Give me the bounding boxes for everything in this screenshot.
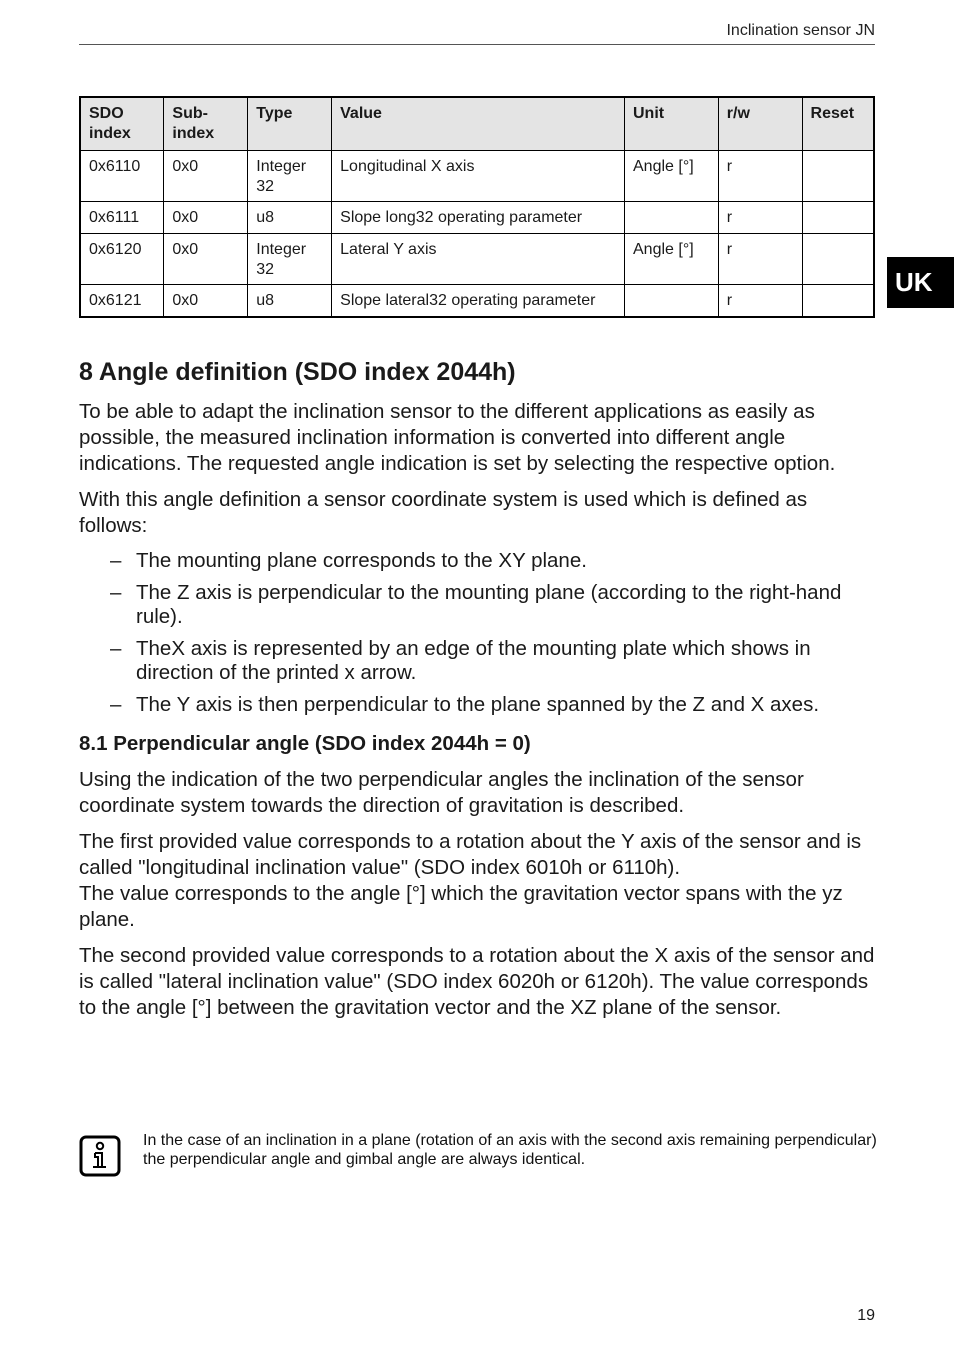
info-note-text: In the case of an inclination in a plane (rotation of an axis with the second axis remaining perpendicular) the perpendicular angle and gimbal angle are always identical.	[143, 1132, 877, 1168]
cell-reset	[802, 202, 874, 234]
list-item-text: The mounting plane corresponds to the XY plane.	[136, 549, 587, 572]
cell-sub-index: 0x0	[164, 151, 248, 202]
dash-bullet: –	[110, 581, 122, 604]
section-8-1-paragraph-2	[79, 829, 879, 933]
col-header-reset: Reset	[802, 97, 874, 151]
info-icon	[79, 1135, 121, 1177]
main-content	[79, 355, 879, 1031]
cell-unit	[625, 202, 719, 234]
cell-type: u8	[248, 202, 332, 234]
cell-sdo-index: 0x6111	[80, 202, 164, 234]
cell-sub-index: 0x0	[164, 202, 248, 234]
list-item	[79, 581, 879, 629]
cell-type: Integer 32	[248, 234, 332, 285]
cell-value: Slope long32 operating parameter	[332, 202, 625, 234]
cell-value: Slope lateral32 operating parameter	[332, 285, 625, 317]
cell-reset	[802, 285, 874, 317]
cell-sdo-index: 0x6110	[80, 151, 164, 202]
cell-unit	[625, 285, 719, 317]
section-8-paragraph-1: To be able to adapt the inclination sensor to the different applications as easily as possible, the measured inclination information is converted into different angle indications. The requested angle indication is set by selecting the respective option.	[79, 400, 836, 475]
cell-reset	[802, 151, 874, 202]
cell-rw: r	[718, 202, 802, 234]
cell-sdo-index: 0x6120	[80, 234, 164, 285]
cell-rw: r	[718, 234, 802, 285]
table-row	[80, 285, 874, 317]
section-8-heading: 8 Angle definition (SDO index 2044h)	[79, 358, 516, 386]
cell-sdo-index: 0x6121	[80, 285, 164, 317]
section-8-paragraph-2: With this angle definition a sensor coordinate system is used which is defined as follows:	[79, 488, 808, 537]
table-row	[80, 234, 874, 285]
dash-bullet: –	[110, 637, 122, 660]
col-header-value: Value	[332, 97, 625, 151]
paragraph-line: The first provided value corresponds to a rotation about the Y axis of the sensor and is called "longitudinal inclination value" (SDO index 6010h or 6110h).	[79, 830, 862, 879]
dash-bullet: –	[110, 693, 122, 716]
list-item-text: TheX axis is represented by an edge of the mounting plate which shows in direction of the printed x arrow.	[136, 637, 811, 684]
cell-rw: r	[718, 285, 802, 317]
document-header-title: Inclination sensor JN	[726, 22, 875, 39]
list-item-text: The Y axis is then perpendicular to the plane spanned by the Z and X axes.	[136, 693, 820, 716]
cell-type: u8	[248, 285, 332, 317]
table-row	[80, 151, 874, 202]
info-note	[79, 1131, 879, 1177]
dash-bullet: –	[110, 549, 122, 572]
cell-value: Lateral Y axis	[332, 234, 625, 285]
col-header-type: Type	[248, 97, 332, 151]
paragraph-line: The value corresponds to the angle [°] which the gravitation vector spans with the yz plane.	[79, 882, 843, 931]
section-8-1-paragraph-3: The second provided value corresponds to a rotation about the X axis of the sensor and is called "lateral inclination value" (SDO index 6020h or 6120h). The value corresponds to the angle [°] between the gravitation vector and the XZ plane of the sensor.	[79, 944, 875, 1019]
list-item	[79, 693, 879, 717]
language-tab-uk: UK	[887, 257, 954, 308]
cell-rw: r	[718, 151, 802, 202]
list-item-text: The Z axis is perpendicular to the mounting plane (according to the right-hand rule).	[136, 581, 842, 628]
page-number: 19	[857, 1307, 875, 1324]
col-header-unit: Unit	[625, 97, 719, 151]
section-8-1-paragraph-1: Using the indication of the two perpendicular angles the inclination of the sensor coordinate system towards the direction of gravitation is described.	[79, 768, 804, 817]
cell-value: Longitudinal X axis	[332, 151, 625, 202]
table-row	[80, 202, 874, 234]
table-header-row	[80, 97, 874, 151]
header-divider	[79, 44, 875, 45]
cell-type: Integer 32	[248, 151, 332, 202]
list-item	[79, 549, 879, 573]
cell-unit: Angle [°]	[625, 234, 719, 285]
cell-sub-index: 0x0	[164, 234, 248, 285]
col-header-sub-index: Sub-index	[164, 97, 248, 151]
cell-reset	[802, 234, 874, 285]
cell-sub-index: 0x0	[164, 285, 248, 317]
col-header-sdo-index: SDO index	[80, 97, 164, 151]
cell-unit: Angle [°]	[625, 151, 719, 202]
section-8-1-heading: 8.1 Perpendicular angle (SDO index 2044h = 0)	[79, 732, 531, 755]
coordinate-system-list	[79, 549, 879, 717]
list-item	[79, 637, 879, 685]
sdo-table	[79, 96, 875, 318]
col-header-rw: r/w	[718, 97, 802, 151]
